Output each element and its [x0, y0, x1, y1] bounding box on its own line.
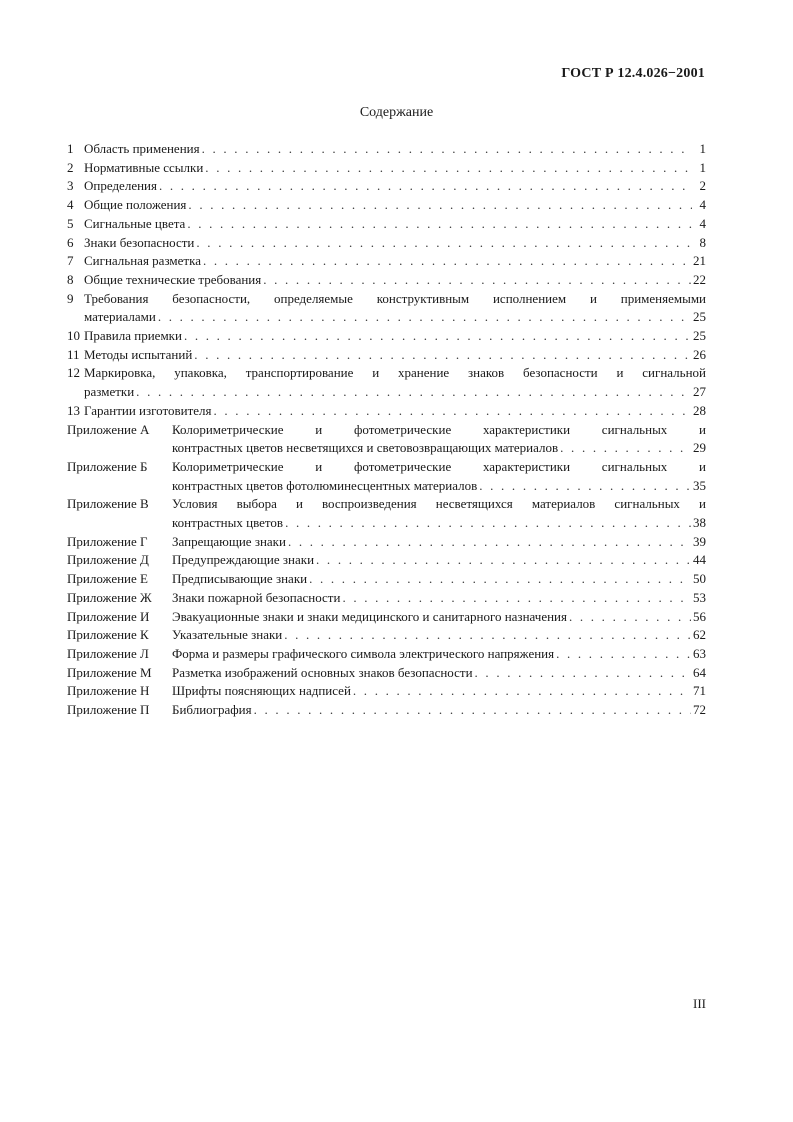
toc-entry-appendix-a[interactable] [67, 421, 706, 458]
table-of-contents [67, 140, 706, 720]
toc-number: Приложение Б [67, 458, 148, 474]
toc-title: Определения [84, 178, 157, 194]
toc-entry-6[interactable] [67, 234, 706, 253]
toc-page: 63 [693, 645, 706, 661]
toc-title: Общие технические требования [84, 271, 262, 287]
toc-number: Приложение Д [67, 552, 149, 568]
toc-title: Запрещающие знаки [172, 533, 286, 549]
toc-entry-5[interactable] [67, 215, 706, 234]
toc-title: Знаки пожарной безопасности [172, 589, 341, 605]
toc-title: Разметка изображений основных знаков безопасности [172, 664, 473, 680]
toc-number: Приложение К [67, 627, 149, 643]
toc-page: 8 [699, 234, 706, 250]
dot-leader [188, 196, 692, 215]
toc-page: 71 [693, 683, 706, 699]
dot-leader [202, 140, 692, 159]
toc-page: 62 [693, 627, 706, 643]
toc-title-line: Маркировка, упаковка, транспортирование и хранение знаков безопасности и сигнальной [84, 365, 706, 381]
toc-page: 56 [693, 608, 706, 624]
toc-page: 4 [699, 215, 706, 231]
toc-entry-appendix-l[interactable] [67, 645, 706, 664]
toc-title-line: Колориметрические и фотометрические характеристики сигнальных и [172, 421, 706, 437]
toc-title: контрастных цветов несветящихся и световозвращающих материалов [172, 440, 559, 456]
toc-entry-appendix-k[interactable] [67, 626, 706, 645]
toc-entry-appendix-p[interactable] [67, 701, 706, 720]
toc-number: 8 [67, 271, 74, 287]
toc-number: Приложение Л [67, 645, 149, 661]
dot-leader [556, 645, 691, 664]
dot-leader [159, 177, 692, 196]
toc-page: 38 [693, 515, 706, 531]
toc-title: Гарантии изготовителя [84, 402, 212, 418]
standard-designation: ГОСТ Р 12.4.026−2001 [561, 66, 705, 81]
toc-page: 21 [693, 253, 706, 269]
toc-page: 72 [693, 702, 706, 718]
toc-title: Знаки безопасности [84, 234, 195, 250]
toc-entry-9[interactable] [67, 290, 706, 327]
toc-page: 28 [693, 402, 706, 418]
toc-page: 2 [699, 178, 706, 194]
toc-title: Предписывающие знаки [172, 571, 308, 587]
toc-number: 3 [67, 178, 74, 194]
toc-entry-appendix-i[interactable] [67, 608, 706, 627]
toc-page: 29 [693, 440, 706, 456]
toc-title-line: Требования безопасности, определяемые конструктивным исполнением и применяемыми [84, 290, 706, 306]
toc-page: 26 [693, 346, 706, 362]
toc-number: Приложение Н [67, 683, 150, 699]
page-title: Содержание [359, 105, 434, 120]
toc-entry-appendix-m[interactable] [67, 664, 706, 683]
toc-title: Сигнальные цвета [84, 215, 186, 231]
dot-leader [342, 589, 691, 608]
toc-number: Приложение П [67, 702, 150, 718]
toc-title-line: Условия выбора и воспроизведения несветящихся материалов сигнальных и [172, 496, 706, 512]
toc-title: Эвакуационные знаки и знаки медицинского и санитарного назначения [172, 608, 567, 624]
toc-title: Указательные знаки [172, 627, 283, 643]
toc-number: 1 [67, 141, 74, 156]
toc-entry-8[interactable] [67, 271, 706, 290]
toc-number: 2 [67, 159, 74, 175]
toc-entry-3[interactable] [67, 177, 706, 196]
toc-title: Шрифты поясняющих надписей [172, 683, 351, 699]
toc-title: Библиография [172, 702, 252, 718]
toc-title: контрастных цветов фотолюминесцентных материалов [172, 477, 478, 493]
dot-leader [158, 308, 691, 327]
dot-leader [309, 570, 691, 589]
toc-entry-appendix-e[interactable] [67, 570, 706, 589]
dot-leader [205, 159, 692, 178]
toc-entry-13[interactable] [67, 402, 706, 421]
toc-title: Общие положения [84, 197, 187, 213]
dot-leader [214, 402, 692, 421]
toc-number: 10 [67, 328, 80, 344]
toc-page: 1 [699, 141, 706, 156]
toc-number: 5 [67, 215, 74, 231]
dot-leader [353, 682, 691, 701]
toc-title: материалами [84, 309, 156, 325]
toc-number: Приложение Г [67, 533, 148, 549]
toc-page: 39 [693, 533, 706, 549]
toc-entry-appendix-zh[interactable] [67, 589, 706, 608]
dot-leader [203, 252, 691, 271]
toc-entry-appendix-g[interactable] [67, 533, 706, 552]
toc-page: 1 [699, 159, 706, 175]
toc-page: 50 [693, 571, 706, 587]
toc-number: 6 [67, 234, 74, 250]
toc-page: 22 [693, 271, 706, 287]
toc-number: 7 [67, 253, 74, 269]
toc-entry-11[interactable] [67, 346, 706, 365]
dot-leader [288, 533, 691, 552]
toc-title-line: Колориметрические и фотометрические характеристики сигнальных и [172, 458, 706, 474]
toc-number: Приложение И [67, 608, 150, 624]
toc-entry-appendix-n[interactable] [67, 682, 706, 701]
toc-title: Правила приемки [84, 328, 182, 344]
toc-number: 12 [67, 365, 80, 381]
toc-number: Приложение А [67, 421, 150, 437]
toc-number: 4 [67, 197, 74, 213]
dot-leader [194, 346, 691, 365]
dot-leader [254, 701, 691, 720]
toc-number: Приложение Е [67, 571, 148, 587]
toc-entry-10[interactable] [67, 327, 706, 346]
toc-page: 4 [699, 197, 706, 213]
toc-number: Приложение Ж [67, 589, 152, 605]
toc-entry-7[interactable] [67, 252, 706, 271]
dot-leader [560, 439, 691, 458]
dot-leader [479, 477, 691, 496]
dot-leader [196, 234, 692, 253]
toc-title: Предупреждающие знаки [172, 552, 315, 568]
toc-page: 25 [693, 309, 706, 325]
toc-entry-appendix-v[interactable] [67, 495, 706, 532]
toc-title: Нормативные ссылки [84, 159, 204, 175]
toc-title: разметки [84, 384, 135, 400]
dot-leader [136, 383, 691, 402]
toc-number: 11 [67, 346, 80, 362]
toc-page: 25 [693, 328, 706, 344]
toc-page: 53 [693, 589, 706, 605]
toc-page: 27 [693, 384, 706, 400]
toc-number: 9 [67, 290, 74, 306]
toc-entry-12[interactable] [67, 364, 706, 401]
dot-leader [316, 551, 691, 570]
toc-title: Форма и размеры графического символа электрического напряжения [172, 645, 555, 661]
toc-title: Сигнальная разметка [84, 253, 201, 269]
toc-entry-appendix-d[interactable] [67, 551, 706, 570]
toc-number: 13 [67, 402, 80, 418]
dot-leader [475, 664, 691, 683]
toc-entry-appendix-b[interactable] [67, 458, 706, 495]
toc-title: контрастных цветов [172, 515, 284, 531]
toc-title: Методы испытаний [84, 346, 193, 362]
dot-leader [263, 271, 691, 290]
dot-leader [184, 327, 691, 346]
toc-entry-2[interactable] [67, 159, 706, 178]
toc-page: 44 [693, 552, 706, 568]
page-number: III [693, 996, 706, 1011]
toc-page: 64 [693, 664, 706, 680]
toc-entry-4[interactable] [67, 196, 706, 215]
toc-number: Приложение В [67, 496, 149, 512]
dot-leader [187, 215, 692, 234]
dot-leader [285, 514, 691, 533]
dot-leader [569, 608, 691, 627]
toc-page: 35 [693, 477, 706, 493]
toc-entry-1[interactable] [67, 140, 706, 159]
toc-title: Область применения [84, 141, 200, 156]
toc-number: Приложение М [67, 664, 152, 680]
dot-leader [284, 626, 691, 645]
